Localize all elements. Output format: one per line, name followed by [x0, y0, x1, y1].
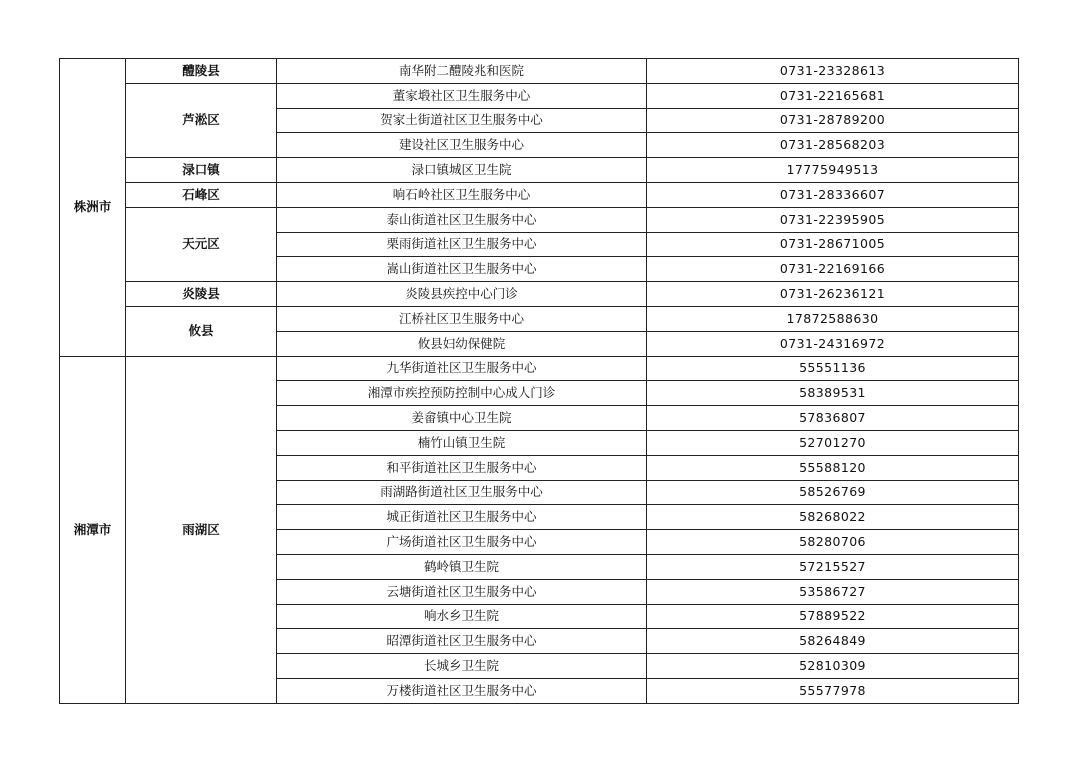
facility-cell: 南华附二醴陵兆和医院	[277, 59, 647, 84]
facility-cell: 长城乡卫生院	[277, 654, 647, 679]
phone-cell: 57215527	[647, 554, 1019, 579]
city-cell: 株洲市	[60, 59, 126, 357]
phone-cell: 57889522	[647, 604, 1019, 629]
phone-cell: 58526769	[647, 480, 1019, 505]
phone-cell: 58264849	[647, 629, 1019, 654]
facility-cell: 响石岭社区卫生服务中心	[277, 182, 647, 207]
phone-cell: 0731-22169166	[647, 257, 1019, 282]
facility-cell: 渌口镇城区卫生院	[277, 158, 647, 183]
table-row	[60, 356, 1019, 381]
facility-cell: 嵩山街道社区卫生服务中心	[277, 257, 647, 282]
phone-cell: 0731-28671005	[647, 232, 1019, 257]
phone-cell: 58280706	[647, 530, 1019, 555]
district-cell: 攸县	[126, 306, 277, 356]
facility-cell: 攸县妇幼保健院	[277, 331, 647, 356]
phone-cell: 55577978	[647, 678, 1019, 703]
phone-cell: 0731-26236121	[647, 282, 1019, 307]
facility-cell: 湘潭市疾控预防控制中心成人门诊	[277, 381, 647, 406]
facility-cell: 楠竹山镇卫生院	[277, 430, 647, 455]
facility-cell: 姜畲镇中心卫生院	[277, 406, 647, 431]
district-cell: 渌口镇	[126, 158, 277, 183]
district-cell: 醴陵县	[126, 59, 277, 84]
facility-cell: 董家塅社区卫生服务中心	[277, 83, 647, 108]
facility-cell: 云塘街道社区卫生服务中心	[277, 579, 647, 604]
phone-cell: 17872588630	[647, 306, 1019, 331]
facility-cell: 昭潭街道社区卫生服务中心	[277, 629, 647, 654]
district-cell: 芦淞区	[126, 83, 277, 157]
facility-cell: 九华街道社区卫生服务中心	[277, 356, 647, 381]
district-cell: 石峰区	[126, 182, 277, 207]
table-row	[60, 59, 1019, 84]
phone-cell: 52701270	[647, 430, 1019, 455]
table-body	[60, 59, 1019, 704]
table-row	[60, 282, 1019, 307]
phone-cell: 52810309	[647, 654, 1019, 679]
facility-cell: 贺家土街道社区卫生服务中心	[277, 108, 647, 133]
phone-cell: 55551136	[647, 356, 1019, 381]
phone-cell: 0731-28789200	[647, 108, 1019, 133]
phone-cell: 0731-28336607	[647, 182, 1019, 207]
city-cell: 湘潭市	[60, 356, 126, 703]
table-row	[60, 158, 1019, 183]
clinic-directory-table	[59, 58, 1019, 704]
facility-cell: 响水乡卫生院	[277, 604, 647, 629]
facility-cell: 炎陵县疾控中心门诊	[277, 282, 647, 307]
table-row	[60, 207, 1019, 232]
phone-cell: 53586727	[647, 579, 1019, 604]
table-row	[60, 306, 1019, 331]
table-row	[60, 83, 1019, 108]
facility-cell: 城正街道社区卫生服务中心	[277, 505, 647, 530]
phone-cell: 0731-22165681	[647, 83, 1019, 108]
phone-cell: 58268022	[647, 505, 1019, 530]
facility-cell: 建设社区卫生服务中心	[277, 133, 647, 158]
facility-cell: 广场街道社区卫生服务中心	[277, 530, 647, 555]
facility-cell: 泰山街道社区卫生服务中心	[277, 207, 647, 232]
phone-cell: 0731-28568203	[647, 133, 1019, 158]
facility-cell: 栗雨街道社区卫生服务中心	[277, 232, 647, 257]
phone-cell: 0731-22395905	[647, 207, 1019, 232]
facility-cell: 鹤岭镇卫生院	[277, 554, 647, 579]
table-row	[60, 182, 1019, 207]
facility-cell: 江桥社区卫生服务中心	[277, 306, 647, 331]
facility-cell: 和平街道社区卫生服务中心	[277, 455, 647, 480]
phone-cell: 55588120	[647, 455, 1019, 480]
phone-cell: 57836807	[647, 406, 1019, 431]
district-cell: 雨湖区	[126, 356, 277, 703]
facility-cell: 雨湖路街道社区卫生服务中心	[277, 480, 647, 505]
district-cell: 天元区	[126, 207, 277, 281]
phone-cell: 17775949513	[647, 158, 1019, 183]
phone-cell: 0731-24316972	[647, 331, 1019, 356]
phone-cell: 0731-23328613	[647, 59, 1019, 84]
district-cell: 炎陵县	[126, 282, 277, 307]
facility-cell: 万楼街道社区卫生服务中心	[277, 678, 647, 703]
phone-cell: 58389531	[647, 381, 1019, 406]
